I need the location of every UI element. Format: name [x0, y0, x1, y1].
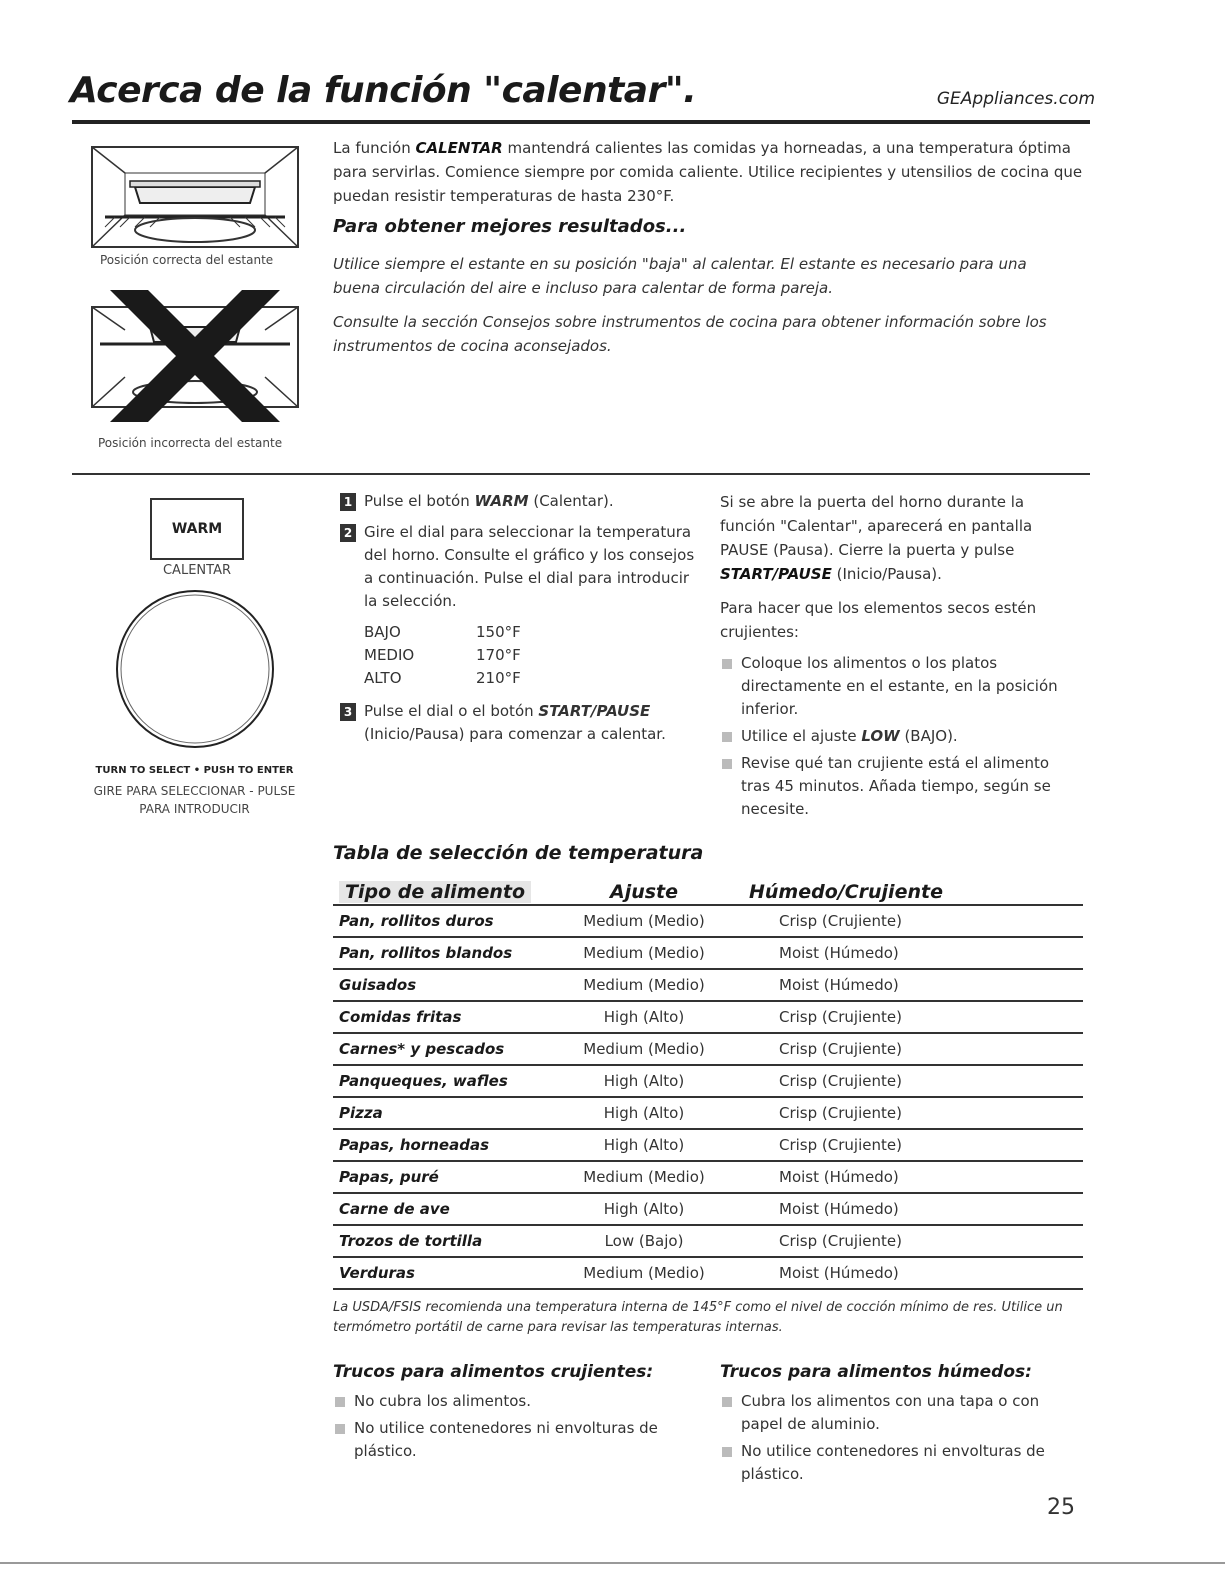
bottom-edge: [0, 1562, 1225, 1564]
table-footnote: La USDA/FSIS recomienda una temperatura interna de 145°F como el nivel de cocción mínimo de res. Utilice un termómetro portátil de carne para revisar las temperaturas internas.: [333, 1300, 1063, 1335]
food-cell: Carne de ave: [333, 1193, 549, 1225]
table-row: [333, 937, 1083, 969]
dial-caption-english: TURN TO SELECT • PUSH TO ENTER: [95, 765, 294, 776]
header-rule: [72, 120, 1090, 124]
table-row: [333, 969, 1083, 1001]
crisp-tip-item: No cubra los alimentos.: [333, 1390, 693, 1413]
table-heading: Tabla de selección de temperatura: [333, 842, 704, 864]
correct-rack-caption: Posición correcta del estante: [100, 253, 274, 267]
food-cell: Pizza: [333, 1097, 549, 1129]
food-cell: Papas, horneadas: [333, 1129, 549, 1161]
table-row: [333, 1225, 1083, 1257]
best-results-heading: Para obtener mejores resultados...: [333, 216, 687, 237]
temperature-levels: BAJO 150°F MEDIO 170°F ALTO 210°F: [364, 623, 521, 687]
control-dial[interactable]: [110, 584, 280, 754]
dial-caption-spanish-1: GIRE PARA SELECCIONAR - PULSE: [93, 784, 296, 798]
food-cell: Carnes* y pescados: [333, 1033, 549, 1065]
table-row: [333, 1129, 1083, 1161]
food-cell: Panqueques, wafles: [333, 1065, 549, 1097]
setting-cell: Medium (Medio): [549, 1161, 739, 1193]
step-number: 1: [340, 493, 356, 511]
moist-cell: Moist (Húmedo): [739, 1257, 1083, 1289]
setting-cell: High (Alto): [549, 1097, 739, 1129]
intro-paragraph: La función CALENTAR mantendrá calientes las comidas ya horneadas, a una temperatura óptima para servirlas. Comience siempre por comida caliente. Utilice recipientes y utensilios de cocina que puedan resistir temperaturas de hasta 230°F.: [333, 139, 1083, 205]
moist-cell: Crisp (Crujiente): [739, 1097, 1083, 1129]
table-row: [333, 1065, 1083, 1097]
food-cell: Papas, puré: [333, 1161, 549, 1193]
table-row: [333, 1193, 1083, 1225]
moist-cell: Crisp (Crujiente): [739, 905, 1083, 937]
crisp-bullet: Coloque los alimentos o los platos directamente en el estante, en la posición inferior.: [720, 652, 1080, 721]
setting-cell: High (Alto): [549, 1065, 739, 1097]
moist-tip-item: No utilice contenedores ni envolturas de plástico.: [720, 1440, 1080, 1486]
site-url: GEAppliances.com: [936, 89, 1095, 109]
food-cell: Pan, rollitos blandos: [333, 937, 549, 969]
setting-cell: Medium (Medio): [549, 1033, 739, 1065]
moist-cell: Crisp (Crujiente): [739, 1065, 1083, 1097]
step-1: 1 Pulse el botón WARM (Calentar).: [340, 490, 695, 513]
moist-cell: Moist (Húmedo): [739, 1193, 1083, 1225]
setting-cell: High (Alto): [549, 1001, 739, 1033]
col-header-food: Tipo de alimento: [333, 878, 549, 905]
step-3: 3 Pulse el dial o el botón START/PAUSE (Inicio/Pausa) para comenzar a calentar.: [340, 700, 695, 746]
table-row: [333, 1161, 1083, 1193]
moist-cell: Moist (Húmedo): [739, 969, 1083, 1001]
setting-cell: Low (Bajo): [549, 1225, 739, 1257]
setting-cell: Medium (Medio): [549, 937, 739, 969]
moist-cell: Moist (Húmedo): [739, 1161, 1083, 1193]
step-number: 2: [340, 524, 356, 542]
tip-rack-low: Utilice siempre el estante en su posición "baja" al calentar. El estante es necesario para una buena circulación del aire e incluso para calentar de forma pareja.: [333, 255, 1027, 297]
moist-cell: Moist (Húmedo): [739, 937, 1083, 969]
food-cell: Verduras: [333, 1257, 549, 1289]
food-cell: Trozos de tortilla: [333, 1225, 549, 1257]
step-number: 3: [340, 703, 356, 721]
table-row: [333, 1033, 1083, 1065]
setting-cell: Medium (Medio): [549, 905, 739, 937]
crisp-tips: [333, 1362, 693, 1467]
moist-cell: Crisp (Crujiente): [739, 1225, 1083, 1257]
setting-cell: High (Alto): [549, 1129, 739, 1161]
col-header-moist: Húmedo/Crujiente: [749, 881, 943, 903]
incorrect-rack-caption: Posición incorrecta del estante: [98, 436, 283, 450]
moist-cell: Crisp (Crujiente): [739, 1129, 1083, 1161]
step-2: 2 Gire el dial para seleccionar la temperatura del horno. Consulte el gráfico y los consejos a continuación. Pulse el dial para introducir la selección.: [340, 521, 695, 613]
temperature-table: [333, 878, 1083, 1290]
setting-cell: High (Alto): [549, 1193, 739, 1225]
food-cell: Pan, rollitos duros: [333, 905, 549, 937]
dial-caption-spanish-2: PARA INTRODUCIR: [139, 802, 250, 816]
setting-cell: Medium (Medio): [549, 969, 739, 1001]
table-row: [333, 1257, 1083, 1289]
right-column: [720, 490, 1080, 825]
pause-paragraph: Si se abre la puerta del horno durante la función "Calentar", aparecerá en pantalla PAUSE (Pausa). Cierre la puerta y pulse START/PAUSE (Inicio/Pausa).: [720, 493, 1033, 583]
tip-cookware: Consulte la sección Consejos sobre instrumentos de cocina para obtener información sobre los instrumentos de cocina aconsejados.: [333, 313, 1047, 355]
table-row: [333, 1001, 1083, 1033]
warm-button-caption: CALENTAR: [162, 563, 231, 578]
section-rule: [72, 473, 1090, 475]
crisp-tips-heading: Trucos para alimentos crujientes:: [333, 1362, 654, 1382]
moist-cell: Crisp (Crujiente): [739, 1033, 1083, 1065]
steps-list: [340, 490, 695, 754]
table-row: [333, 905, 1083, 937]
crisp-bullet: Revise qué tan crujiente está el alimento tras 45 minutos. Añada tiempo, según se necesite.: [720, 752, 1080, 821]
food-cell: Comidas fritas: [333, 1001, 549, 1033]
correct-rack-illustration: [90, 145, 300, 250]
crisp-intro: Para hacer que los elementos secos estén crujientes:: [720, 599, 1037, 641]
crisp-bullet: Utilice el ajuste LOW (BAJO).: [720, 725, 1080, 748]
table-row: [333, 1097, 1083, 1129]
incorrect-rack-illustration: [90, 282, 300, 432]
page-title: Acerca de la función "calentar".: [70, 70, 697, 111]
food-cell: Guisados: [333, 969, 549, 1001]
col-header-setting: Ajuste: [609, 881, 679, 903]
moist-tip-item: Cubra los alimentos con una tapa o con papel de aluminio.: [720, 1390, 1080, 1436]
moist-tips-heading: Trucos para alimentos húmedos:: [720, 1362, 1032, 1382]
moist-tips: [720, 1362, 1080, 1490]
crisp-tip-item: No utilice contenedores ni envolturas de plástico.: [333, 1417, 693, 1463]
page-number: 25: [1047, 1495, 1075, 1520]
warm-button[interactable]: WARM: [150, 498, 244, 560]
setting-cell: Medium (Medio): [549, 1257, 739, 1289]
moist-cell: Crisp (Crujiente): [739, 1001, 1083, 1033]
